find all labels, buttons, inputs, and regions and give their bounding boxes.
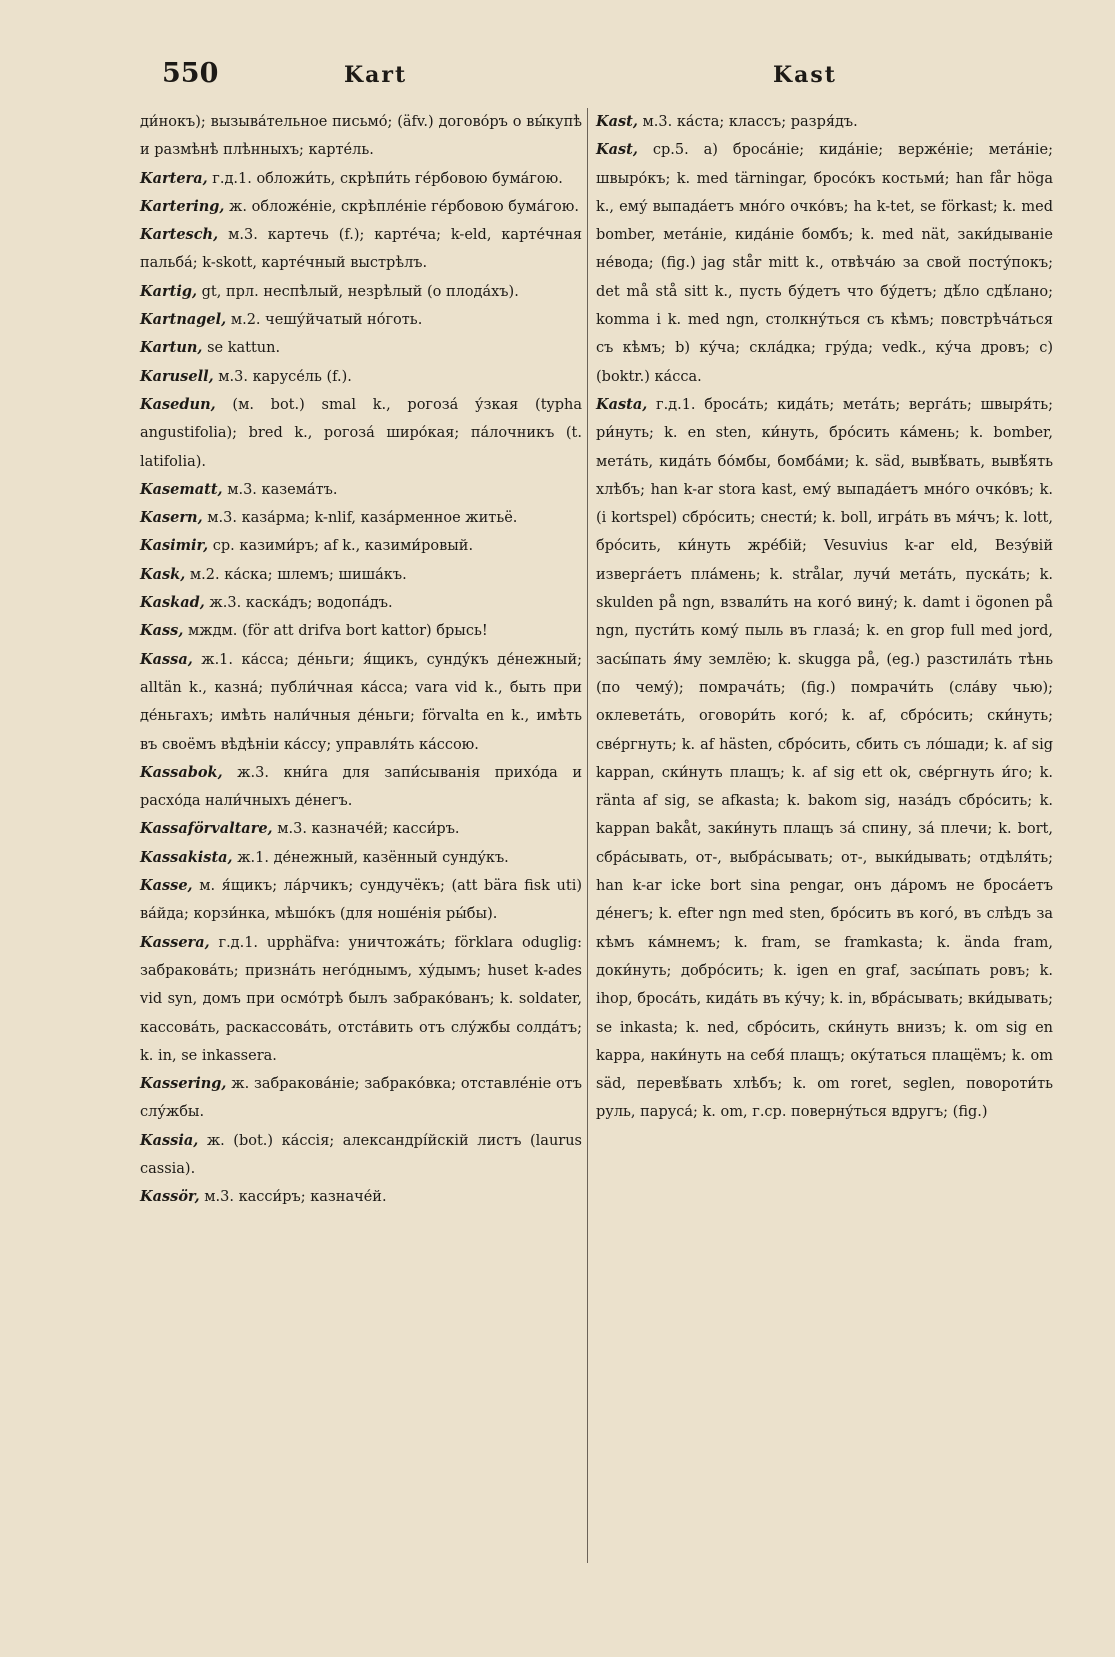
entry-headword: Kassering, bbox=[140, 1075, 227, 1093]
dictionary-entry bbox=[596, 391, 1053, 1127]
entry-headword: Kasern, bbox=[140, 509, 203, 527]
entry-definition: ж.3. каска́дъ; водопа́дъ. bbox=[209, 595, 393, 612]
dictionary-entry bbox=[140, 617, 582, 645]
entry-headword: Kasta, bbox=[596, 395, 648, 413]
entry-definition: ж.1. де́нежный, казённый сунду́къ. bbox=[237, 849, 509, 866]
dictionary-entry bbox=[140, 504, 582, 532]
dictionary-entry bbox=[140, 108, 582, 165]
entry-headword: Karusell, bbox=[140, 367, 214, 385]
dictionary-entry bbox=[140, 193, 582, 221]
entry-headword: Kaskad, bbox=[140, 594, 205, 612]
left-column bbox=[140, 108, 582, 1212]
dictionary-entry bbox=[140, 1127, 582, 1184]
right-running-headword: Kast bbox=[773, 62, 837, 88]
entry-headword: Kask, bbox=[140, 565, 186, 583]
entry-headword: Kartun, bbox=[140, 339, 203, 357]
entry-definition: ж.1. ка́сса; де́ньги; я́щикъ, сунду́къ де́нежный; alltän k., казна́; публи́чная ка́сса; vara vid k., быть при де́ньгахъ; имѣть нали́чныя де́ньги; förvalta en k., имѣть въ своёмъ вѣдѣніи ка́ссу; управля́ть ка́ссою. bbox=[140, 651, 583, 753]
dictionary-entry bbox=[140, 646, 582, 759]
dictionary-entry bbox=[140, 165, 582, 193]
entry-definition: ж. обложе́ніе, скрѣпле́ніе ге́рбовою бума́гою. bbox=[229, 198, 579, 215]
entry-headword: Kassera, bbox=[140, 933, 210, 951]
entry-headword: Kassia, bbox=[140, 1131, 199, 1149]
dictionary-entry bbox=[140, 334, 582, 362]
entry-definition: г.д.1. обложи́ть, скрѣпи́ть ге́рбовою бума́гою. bbox=[212, 170, 563, 187]
dictionary-entry bbox=[140, 1183, 582, 1211]
dictionary-entry bbox=[140, 872, 582, 929]
entry-definition: ди́нокъ); вызыва́тельное письмо́; (äfv.) догово́ръ о вы́купѣ и размѣнѣ плѣнныхъ; карте́ль. bbox=[140, 114, 582, 159]
dictionary-entry bbox=[140, 844, 582, 872]
entry-headword: Kast, bbox=[596, 141, 638, 159]
entry-definition: gt, прл. неспѣлый, незрѣлый (о плода́хъ). bbox=[201, 283, 519, 300]
entry-definition: м.3. ка́ста; классъ; разря́дъ. bbox=[642, 114, 858, 130]
dictionary-entry bbox=[140, 363, 582, 391]
left-running-headword: Kart bbox=[344, 62, 408, 88]
entry-definition: мждм. (för att drifva bort kattor) брысь! bbox=[187, 623, 488, 640]
entry-headword: Kartering, bbox=[140, 197, 225, 215]
entry-definition: м.3. картечь (f.); карте́ча; k-eld, карте́чная пальба́; k-skott, карте́чный выстрѣлъ. bbox=[140, 227, 582, 272]
dictionary-entry bbox=[596, 136, 1053, 391]
entry-definition: ж. (bot.) ка́ссія; александрі́йскій листъ (laurus cassia). bbox=[140, 1132, 582, 1177]
entry-definition: ж. забракова́ніе; забрако́вка; отставле́ніе отъ слу́жбы. bbox=[140, 1076, 583, 1121]
entry-headword: Kassa, bbox=[140, 650, 193, 668]
dictionary-entry bbox=[140, 759, 582, 816]
entry-definition: м. я́щикъ; ла́рчикъ; сундучёкъ; (att bära fisk uti) ва́йда; корзи́нка, мѣшо́къ (для ноше́нія ры́бы). bbox=[140, 878, 582, 923]
entry-definition: ср. казими́ръ; af k., казими́ровый. bbox=[212, 538, 474, 555]
entry-headword: Kartnagel, bbox=[140, 311, 227, 329]
entry-definition: se kattun. bbox=[207, 340, 281, 357]
entry-headword: Kasematt, bbox=[140, 480, 223, 498]
page-number: 550 bbox=[162, 58, 219, 89]
entry-definition: м.2. ка́ска; шлемъ; шиша́къ. bbox=[189, 566, 407, 583]
dictionary-entry bbox=[140, 476, 582, 504]
dictionary-entry bbox=[140, 1070, 582, 1127]
dictionary-entry bbox=[140, 278, 582, 306]
entry-definition: ж.3. кни́га для запи́сыванія прихо́да и расхо́да нали́чныхъ де́негъ. bbox=[140, 764, 583, 810]
entry-definition: м.2. чешу́йчатый но́готь. bbox=[230, 312, 423, 329]
entry-definition: г.д.1. броса́ть; кида́ть; мета́ть; верга́ть; швыря́ть; ри́нуть; k. en sten, ки́нуть, бро́сить ка́мень; k. bomber, мета́ть, кида́ть бо́мбы, бомба́ми; k. säd, вывѣ́вать, вывѣ́ять хлѣбъ; han k-ar stora kast, ему́ выпада́етъ мно́го очко́въ; k. (i kortspel) сбро́сить; снести́; k. boll, игра́ть въ мя́чъ; k. lott, бро́сить, ки́нуть жре́бій; Vesuvius k-ar eld, Везу́вій изверга́етъ пла́мень; k. strålar, лучи́ мета́ть, пуска́ть; k. skulden på ngn, взвали́ть на кого́ вину́; k. damt i ögonen på ngn, пусти́ть кому́ пыль въ глаза́; k. en grop full med jord, засы́пать я́му землёю; k. skugga på, (eg.) разстила́ть тѣнь (по чему́); помрача́ть; (fig.) помрачи́ть (сла́ву чью); оклевета́ть, оговори́ть кого́; k. af, сбро́сить; ски́нуть; све́ргнуть; k. af hästen, сбро́сить, сбить съ ло́шади; k. af sig kappan, ски́нуть плащъ; k. af sig ett ok, све́ргнуть и́го; k. ränta af sig, se afkasta; k. bakom sig, наза́дъ сбро́сить; k. kappan bakåt, заки́нуть плащъ за́ спину, за́ плечи; k. bort, сбра́сывать, от-, выбра́сывать; от-, выки́дывать; отдѣля́ть; han k-ar icke bort sina pengar, онъ да́ромъ не броса́етъ де́негъ; k. efter ngn med sten, бро́сить въ кого́, въ слѣдъ за кѣмъ ка́мнемъ; k. fram, se framkasta; k. ända fram, доки́нуть; добро́сить; k. igen en graf, засы́пать ровъ; k. ihop, броса́ть, кида́ть въ ку́чу; k. in, вбра́сывать; вки́дывать; se inkasta; k. ned, сбро́сить, ски́нуть внизъ; k. om sig en kappa, наки́нуть на себя́ плащъ; оку́таться плащёмъ; k. om säd, перевѣ́вать хлѣбъ; k. om roret, seglen, повороти́ть руль, паруса́; k. om, г.ср. поверну́ться вдругъ; (fig.) bbox=[596, 396, 1053, 1121]
page-header bbox=[0, 56, 1115, 96]
entry-definition: м.3. казема́тъ. bbox=[227, 481, 338, 498]
right-column bbox=[596, 108, 1053, 1127]
entry-definition: м.3. касси́ръ; казначе́й. bbox=[204, 1189, 387, 1206]
dictionary-entry bbox=[140, 929, 582, 1070]
entry-definition: ср.5. а) броса́ніе; кида́ніе; верже́ніе; мета́ніе; швыро́къ; k. med tärningar, бросо́къ костьми́; han får höga k., ему́ выпада́етъ мно́го очко́въ; ha k-tet, se förkast; k. med bomber, мета́ніе, кида́ніе бомбъ; k. med nät, заки́дываніе не́вода; (fig.) jag står mitt k., отвѣча́ю за свой посту́покъ; det må stå sitt k., пусть бу́детъ что бу́детъ; дѣ́ло сдѣ́лано; komma i k. med ngn, столкну́ться съ кѣмъ; повстрѣча́ться съ кѣмъ; b) ку́ча; скла́дка; гру́да; vedk., ку́ча дровъ; c) (boktr.) ка́сса. bbox=[596, 142, 1054, 385]
entry-headword: Kartesch, bbox=[140, 226, 219, 244]
entry-headword: Kasedun, bbox=[140, 395, 216, 413]
dictionary-entry bbox=[140, 532, 582, 560]
dictionary-entry bbox=[140, 306, 582, 334]
entry-definition: м.3. каза́рма; k-nlif, каза́рменное житьё. bbox=[207, 510, 518, 527]
dictionary-entry bbox=[140, 391, 582, 476]
entry-headword: Kassaförvaltare, bbox=[140, 820, 273, 838]
entry-headword: Kast, bbox=[596, 113, 638, 130]
entry-headword: Kartig, bbox=[140, 282, 198, 300]
dictionary-entry bbox=[140, 815, 582, 843]
dictionary-entry bbox=[140, 589, 582, 617]
entry-headword: Kasse, bbox=[140, 877, 193, 895]
entry-headword: Kasimir, bbox=[140, 537, 209, 555]
entry-headword: Kartera, bbox=[140, 169, 208, 187]
entry-headword: Kass, bbox=[140, 622, 184, 640]
dictionary-entry bbox=[596, 108, 1053, 136]
dictionary-entry bbox=[140, 221, 582, 278]
dictionary-entry bbox=[140, 561, 582, 589]
entry-definition: м.3. карусе́ль (f.). bbox=[218, 368, 352, 385]
entry-headword: Kassabok, bbox=[140, 763, 223, 781]
column-divider bbox=[587, 108, 588, 1563]
entry-definition: г.д.1. upphäfva: уничтожа́ть; förklara oduglig: забракова́ть; призна́ть него́днымъ, ху́дымъ; huset k-ades vid syn, домъ при осмо́трѣ былъ забрако́ванъ; k. soldater, кассова́ть, раскассова́ть, отста́вить отъ слу́жбы солда́тъ; k. in, se inkassera. bbox=[140, 934, 583, 1064]
entry-headword: Kassakista, bbox=[140, 848, 233, 866]
entry-definition: (м. bot.) smal k., рогоза́ у́зкая (typha angustifolia); bred k., рогоза́ широ́кая; па́лочникъ (t. latifolia). bbox=[140, 396, 582, 470]
entry-definition: м.3. казначе́й; касси́ръ. bbox=[277, 821, 460, 838]
entry-headword: Kassör, bbox=[140, 1188, 200, 1206]
